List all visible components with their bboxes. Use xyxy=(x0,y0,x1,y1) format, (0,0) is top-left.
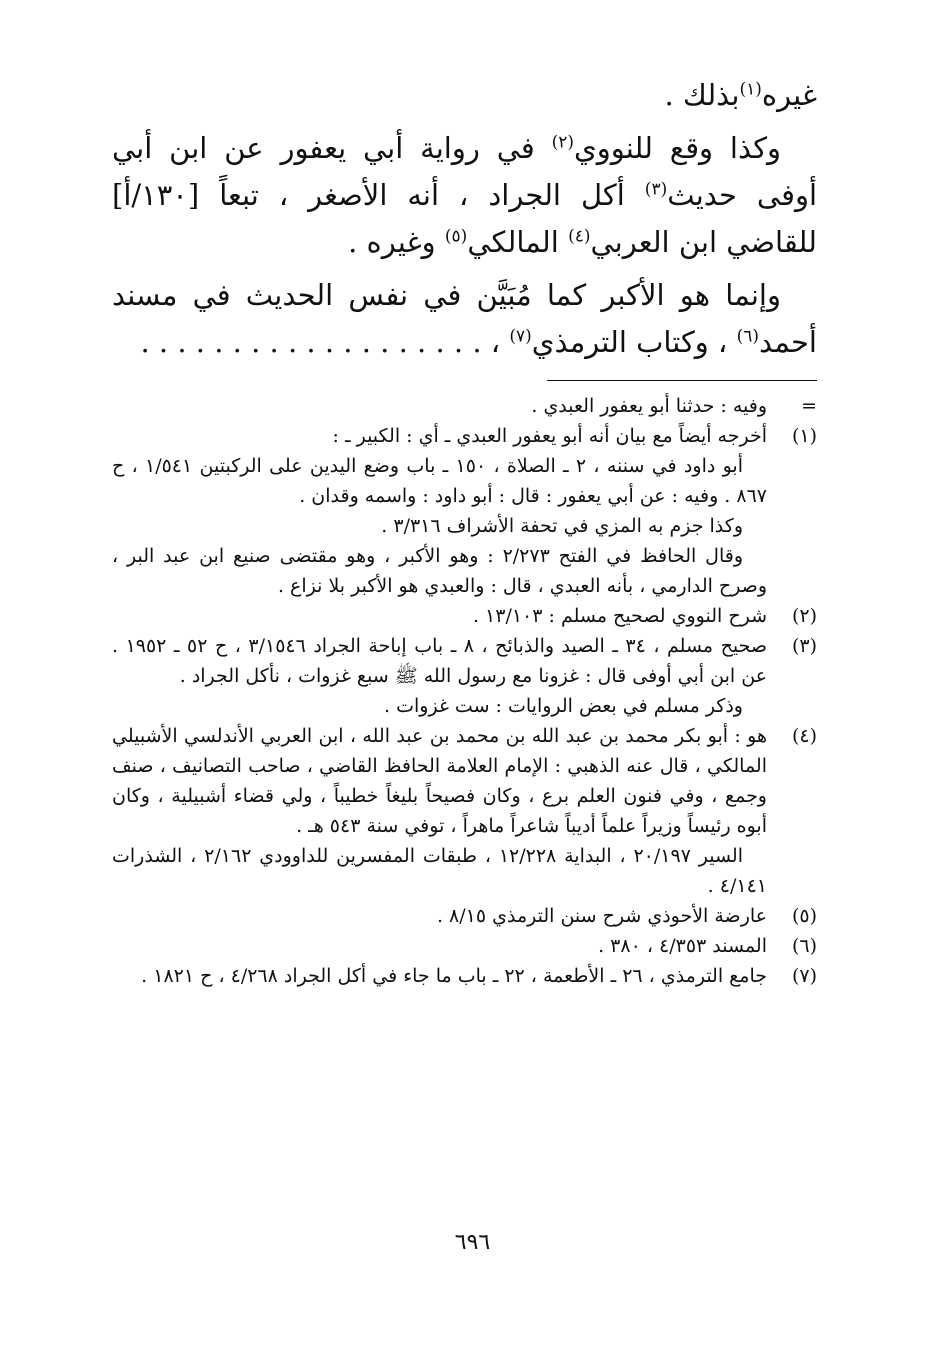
footnote-4-line: السير ٢٠/١٩٧ ، البداية ١٢/٢٢٨ ، طبقات المفسرين للداوودي ٢/١٦٢ ، الشذرات ٤/١٤١ . xyxy=(112,845,767,897)
paragraph-3: وإنما هو الأكبر كما مُبَيَّن في نفس الحديث في مسند أحمد$^{(٦)}$ ، وكتاب الترمذي$^{(٧)}$ ، . . . . . . . . . . . . . . . . . . . xyxy=(112,278,817,359)
footnote-3: (٣) صحيح مسلم ، ٣٤ ـ الصيد والذبائح ، ٨ ـ باب إباحة الجراد ٣/١٥٤٦ ، ح ٥٢ ـ ١٩٥٢ . عن ابن أبي أوفى قال : غزونا مع رسول الله ﷺ سبع غزوات ، نأكل الجراد . xyxy=(112,635,817,687)
footnotes xyxy=(112,391,817,991)
footnote-ref[interactable]: (١) xyxy=(739,79,762,100)
ellipsis-dots: . . . . . . . . . . . . . . . . . . . xyxy=(140,325,482,359)
footnote-ref[interactable]: (٣) xyxy=(644,179,668,200)
footnote-ref[interactable]: (٢) xyxy=(551,132,575,153)
footnote-ref[interactable]: (٥) xyxy=(444,226,468,247)
footnote-1-line: أبو داود في سننه ، ٢ ـ الصلاة ، ١٥٠ ـ باب وضع اليدين على الركبتين ١/٥٤١ ، ح ٨٦٧ . وفيه : عن أبي يعفور : قال : أبو داود : واسمه وقدان . xyxy=(112,455,767,507)
paragraph-2: وكذا وقع للنووي$^{(٢)}$ في رواية أبي يعفور عن ابن أبي أوفى حديث$^{(٣)}$ أكل الجراد ، أنه الأصغر ، تبعاً [١٣٠/أ] للقاضي ابن العربي$^{(٤)}$ المالكي$^{(٥)}$ وغيره . xyxy=(112,131,817,259)
footnote-continuation: = وفيه : حدثنا أبو يعفور العبدي . xyxy=(531,395,817,417)
footnote-4: (٤) هو : أبو بكر محمد بن عبد الله بن محمد بن عبد الله ، ابن العربي الأندلسي الأشبيلي المالكي ، قال عنه الذهبي : الإمام العلامة الحافظ القاضي ، صاحب التصانيف ، صنف وجمع ، وفي فنون العلم برع ، وكان فصيحاً بليغاً خطيباً ، ولي قضاء أشبيلية ، وكان أبوه رئيساً وزيراً علماً أديباً شاعراً ماهراً ، توفي سنة ٥٤٣ هـ . xyxy=(112,725,817,837)
paragraph-1: غيره$^{(١)}$بذلك . xyxy=(664,78,817,112)
footnote-separator xyxy=(547,380,817,381)
main-text xyxy=(112,72,817,366)
footnote-3-line: وذكر مسلم في بعض الروايات : ست غزوات . xyxy=(384,695,743,717)
footnote-1-line: وقال الحافظ في الفتح ٢/٢٧٣ : وهو الأكبر ، وهو مقتضى صنيع ابن عبد البر ، وصرح الدارمي ، بأنه العبدي ، قال : والعبدي هو الأكبر بلا نزاع . xyxy=(112,545,767,597)
footnote-ref[interactable]: (٧) xyxy=(509,326,532,347)
footnote-7: (٧) جامع الترمذي ، ٢٦ ـ الأطعمة ، ٢٢ ـ باب ما جاء في أكل الجراد ٤/٢٦٨ ، ح ١٨٢١ . xyxy=(141,965,817,987)
footnote-ref[interactable]: (٦) xyxy=(736,326,760,347)
footnote-1-line: وكذا جزم به المزي في تحفة الأشراف ٣/٣١٦ . xyxy=(381,515,743,537)
footnote-1: (١) أخرجه أيضاً مع بيان أنه أبو يعفور العبدي ـ أي : الكبير ـ : xyxy=(332,425,817,447)
footnote-2: (٢) شرح النووي لصحيح مسلم : ١٣/١٠٣ . xyxy=(472,605,817,627)
footnote-6: (٦) المسند ٤/٣٥٣ ، ٣٨٠ . xyxy=(598,935,817,957)
footnote-ref[interactable]: (٤) xyxy=(568,226,591,247)
footnote-5: (٥) عارضة الأحوذي شرح سنن الترمذي ٨/١٥ . xyxy=(436,905,817,927)
page-number: ٦٩٦ xyxy=(454,1230,491,1255)
